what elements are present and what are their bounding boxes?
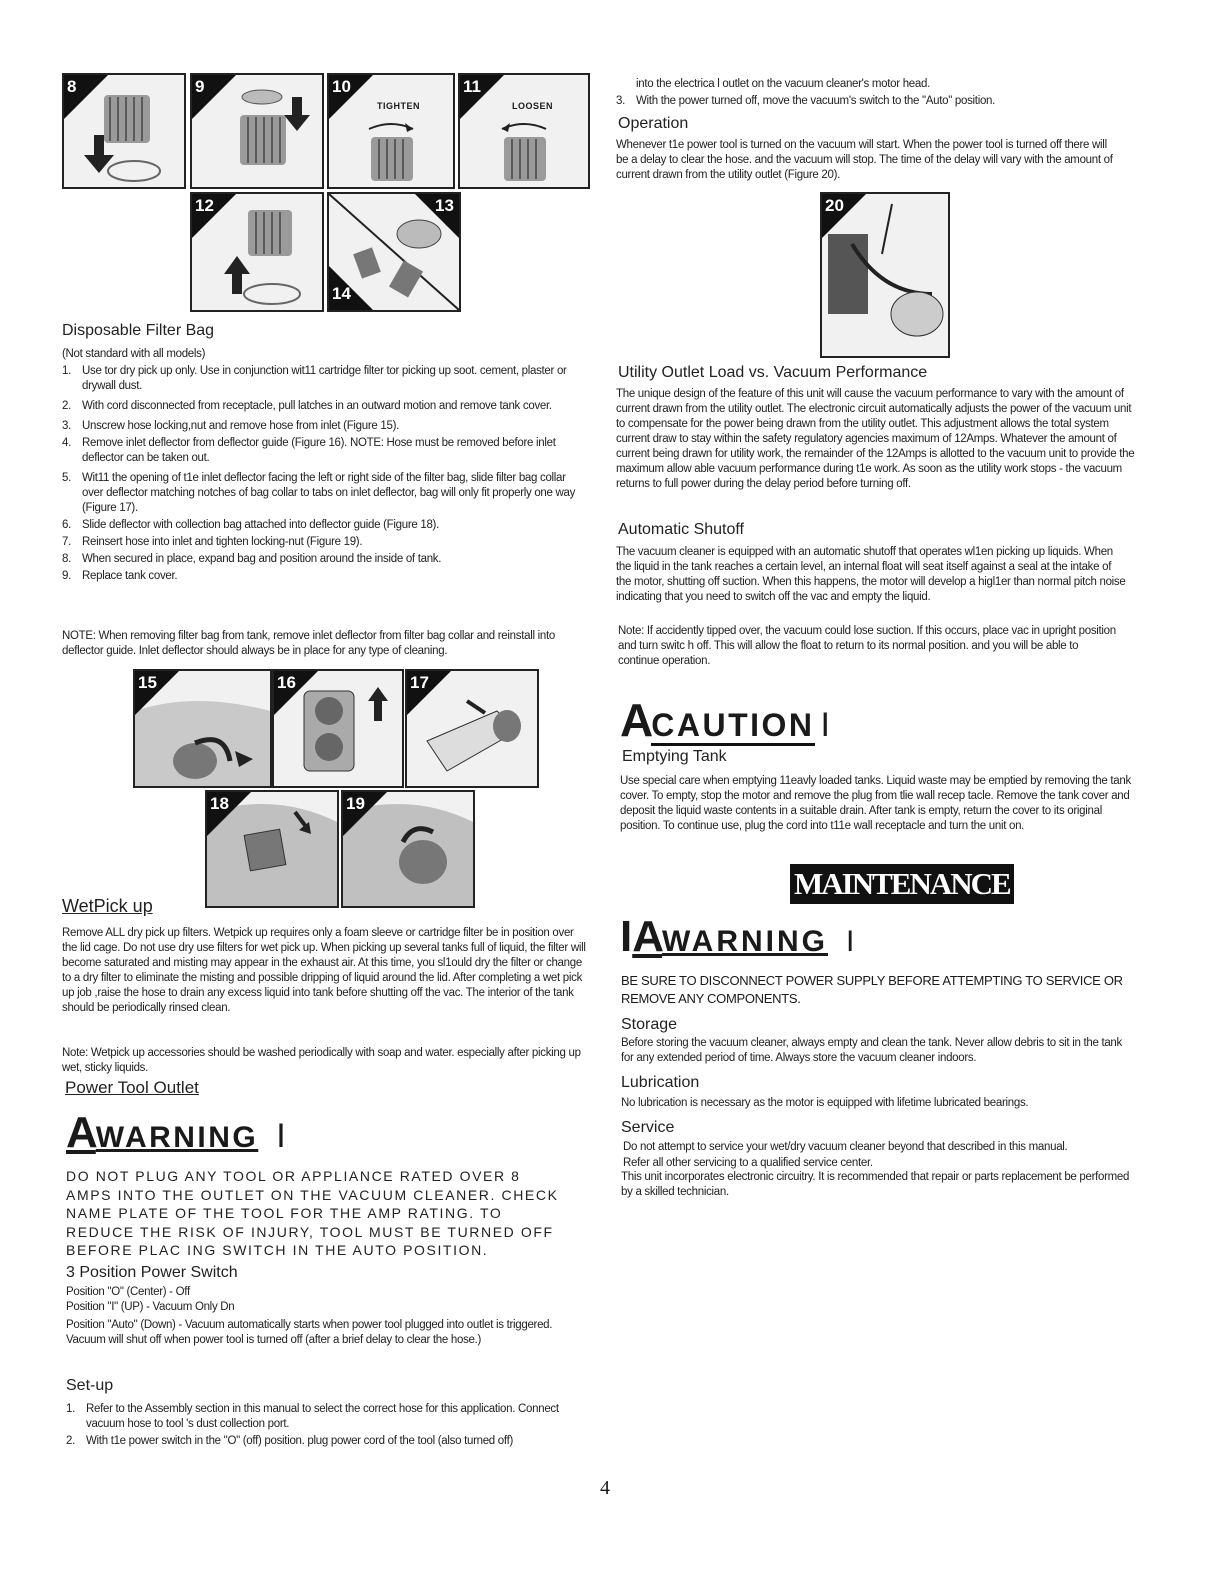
setup-heading: Set-up — [66, 1377, 114, 1394]
automatic-shutoff-heading: Automatic Shutoff — [618, 521, 744, 538]
figure-12 — [190, 192, 324, 312]
emptying-tank-heading: Emptying Tank — [622, 748, 727, 765]
figure-number: 14 — [332, 284, 351, 303]
service-line-2: Refer all other servicing to a qualified service center. — [623, 1157, 873, 1169]
setup-continued-steps — [616, 94, 1136, 109]
figure-10-label: TIGHTEN — [377, 101, 420, 111]
power-switch-heading: 3 Position Power Switch — [66, 1264, 238, 1281]
list-item: 5. Wit11 the opening of t1e inlet deflector facing the left or right side of the filter bag, slide filter bag collar over deflector matching notches of bag collar to tabs on inlet deflector, bag will only fit properly one way (Figure 17). — [62, 472, 576, 514]
disposable-note: NOTE: When removing filter bag from tank, remove inlet deflector from filter bag collar and reinstall into deflector guide. Inlet deflector should always be in place for any type of cleaning. — [62, 630, 555, 657]
figure-16 — [272, 669, 404, 788]
list-item: 9. Replace tank cover. — [62, 570, 178, 582]
figure-number: 20 — [825, 196, 844, 215]
list-item: 8. When secured in place, expand bag and position around the inside of tank. — [62, 553, 442, 565]
service-line-1: Do not attempt to service your wet/dry vacuum cleaner beyond that described in this manual. — [623, 1141, 1068, 1153]
warning-a: A — [66, 1108, 96, 1157]
warning-label: WARNING — [662, 925, 829, 958]
figure-number: 19 — [346, 794, 365, 813]
figure-11 — [458, 73, 590, 189]
figure-number: 16 — [277, 673, 296, 692]
figure-number: 8 — [67, 77, 77, 96]
wet-pick-up-body: Remove ALL dry pick up filters. Wetpick up requires only a foam sleeve or cartridge filter be in position over the lid cage. Do not use dry use filters for wet pick up. When picking up several tanks full of liquid, the filter will become saturated and misting may appear in the exhaust air. At this time, you sl1ould dry the filter or change to a dry filter to eliminate the misting and possible dripping of liquid around the lid. After completing a wet pick up job ,raise the hose to drain any excess liquid into tank before shutting off the vac. The interior of the tank should be periodically rinsed clean. — [62, 927, 586, 1014]
list-item: 6. Slide deflector with collection bag attached into deflector guide (Figure 18). — [62, 519, 439, 531]
warning-bar: I — [846, 925, 855, 958]
maintenance-warning-banner — [620, 912, 854, 962]
disposable-steps — [62, 364, 582, 584]
switch-position-i: Position "I" (UP) - Vacuum Only Dn — [66, 1301, 235, 1313]
automatic-shutoff-note: Note: If accidently tipped over, the vacuum could lose suction. If this occurs, place vac in upright position and turn switc h off. This will allow the float to return to its normal position. and you will be able to continue operation. — [618, 625, 1116, 667]
power-tool-outlet-heading: Power Tool Outlet — [65, 1078, 199, 1097]
emptying-tank-body: Use special care when emptying 11eavly loaded tanks. Liquid waste may be emptied by removing the tank cover. To empty, stop the motor and remove the plug from tlie wall recep tacle. Remove the tank cover and deposit the liquid waste contents in a suitable drain. After tank is empty, return the cover to its original position. To continue use, plug the cord into t11e wall receptacle and turn the unit on. — [620, 775, 1131, 832]
switch-position-auto: Position "Auto" (Down) - Vacuum automatically starts when power tool plugged into outlet is triggered. Vacuum will shut off when power tool is turned off (after a brief delay to clear the hose.) — [66, 1319, 553, 1346]
figure-number: 17 — [410, 673, 429, 692]
list-item: 2. With t1e power switch in the "O" (off) position. plug power cord of the tool (also turned off) — [66, 1435, 513, 1447]
warning-bar-left: I — [620, 912, 633, 961]
caution-bar: I — [820, 706, 830, 744]
figure-number: 13 — [435, 196, 454, 215]
figure-number: 10 — [332, 77, 351, 96]
service-heading: Service — [621, 1119, 675, 1136]
warning-label: WARNING — [95, 1121, 259, 1154]
switch-position-o: Position "O" (Center) - Off — [66, 1286, 190, 1298]
figure-17 — [405, 669, 539, 788]
figure-10 — [327, 73, 455, 189]
figure-number: 15 — [138, 673, 157, 692]
utility-outlet-body: The unique design of the feature of this unit will cause the vacuum performance to vary with the amount of current drawn from the utility outlet. The electronic circuit automatically adjusts the power of the vacuum unit to compensate for the power being drawn from the utility outlet. This adjustment allows the total system current draw to stay within the safety regulatory agencies maximum of 12Amps. Whatever the amount of current being drawn for utility work, the remainder of the 12Amps is allotted to the vacuum unit to provide the maximum allow able vacuum performance during t1e work. As soon as the utility work stops - the vacuum returns to full power during the delay period before turning off. — [616, 388, 1135, 490]
lubrication-body: No lubrication is necessary as the motor is equipped with lifetime lubricated bearings. — [621, 1097, 1029, 1109]
caution-label: CAUTION — [651, 707, 814, 746]
automatic-shutoff-body: The vacuum cleaner is equipped with an automatic shutoff that operates wl1en picking up liquids. When the liquid in the tank reaches a certain level, an internal float will seat itself against a seal at the intake of the motor, shutting off suction. When this happens, the motor will develop a higl1er than normal pitch noise indicating that you need to switch off the vac and empty the liquid. — [616, 546, 1126, 603]
disposable-subtitle: (Not standard with all models) — [62, 348, 206, 360]
operation-body: Whenever t1e power tool is turned on the vacuum will start. When the power tool is turned off there will be a delay to clear the hose. and the vacuum will stop. The time of the delay will vary with the amount of current drawn from the utility outlet (Figure 20). — [616, 139, 1113, 181]
caution-a: A — [620, 694, 652, 746]
figure-8 — [62, 73, 186, 189]
list-item: 1. Refer to the Assembly section in this manual to select the correct hose for this application. Connect vacuum hose to tool 's dust collection port. — [66, 1403, 559, 1430]
figure-11-label: LOOSEN — [512, 101, 554, 111]
list-item: 4. Remove inlet deflector from deflector guide (Figure 16). NOTE: Hose must be removed before inlet deflector can be taken out. — [62, 437, 556, 464]
figure-number: 12 — [195, 196, 214, 215]
list-item: 3. With the power turned off, move the vacuum's switch to the "Auto" position. — [616, 95, 996, 107]
storage-body: Before storing the vacuum cleaner, always empty and clean the tank. Never allow debris to sit in the tank for any extended period of time. Always store the vacuum cleaner indoors. — [621, 1037, 1122, 1064]
setup-continued-line: into the electrica l outlet on the vacuum cleaner's motor head. — [636, 78, 930, 90]
page-number: 4 — [600, 1477, 610, 1499]
figure-19 — [341, 790, 475, 908]
figure-18 — [205, 790, 339, 908]
wet-pick-up-heading: WetPick up — [62, 896, 153, 916]
caution-banner — [620, 693, 830, 747]
warning-a: A — [632, 912, 663, 961]
maintenance-warning-text: BE SURE TO DISCONNECT POWER SUPPLY BEFORE ATTEMPTING TO SERVICE OR REMOVE ANY COMPONENTS. — [621, 973, 1123, 1006]
power-tool-warning-text: DO NOT PLUG ANY TOOL OR APPLIANCE RATED OVER 8 AMPS INTO THE OUTLET ON THE VACUUM CLEANER. CHECK NAME PLATE OF THE TOOL FOR THE AMP RATING. TO REDUCE THE RISK OF INJURY, TOOL MUST BE TURNED OFF BEFORE PLAC ING SWITCH IN THE AUTO POSITION. — [66, 1168, 559, 1258]
list-item: 7. Reinsert hose into inlet and tighten locking-nut (Figure 19). — [62, 536, 363, 548]
warning-banner — [66, 1108, 286, 1158]
figure-13-14 — [327, 192, 461, 312]
list-item: 3. Unscrew hose locking,nut and remove hose from inlet (Figure 15). — [62, 420, 400, 432]
figure-20 — [820, 192, 950, 358]
setup-steps — [66, 1402, 586, 1449]
utility-outlet-heading: Utility Outlet Load vs. Vacuum Performance — [618, 364, 928, 381]
disposable-filter-bag-heading: Disposable Filter Bag — [62, 322, 215, 339]
storage-heading: Storage — [621, 1016, 678, 1033]
maintenance-banner: MAINTENANCE — [790, 864, 1014, 904]
wet-pick-up-note: Note: Wetpick up accessories should be washed periodically with soap and water. especially after picking up wet, sticky liquids. — [62, 1047, 581, 1074]
figure-number: 18 — [210, 794, 229, 813]
figure-9 — [190, 73, 324, 189]
operation-heading: Operation — [618, 115, 689, 132]
figure-number: 9 — [195, 77, 205, 96]
figure-15 — [133, 669, 272, 788]
lubrication-heading: Lubrication — [621, 1074, 700, 1091]
figure-number: 11 — [463, 77, 481, 96]
warning-bar: I — [276, 1117, 286, 1155]
list-item: 2. With cord disconnected from receptacle, pull latches in an outward motion and remove tank cover. — [62, 400, 552, 412]
service-line-3: This unit incorporates electronic circuitry. It is recommended that repair or parts replacement be performed by a skilled technician. — [621, 1171, 1130, 1198]
list-item: 1. Use tor dry pick up only. Use in conjunction wit11 cartridge filter tor picking up soot. cement, plaster or drywall dust. — [62, 365, 567, 392]
